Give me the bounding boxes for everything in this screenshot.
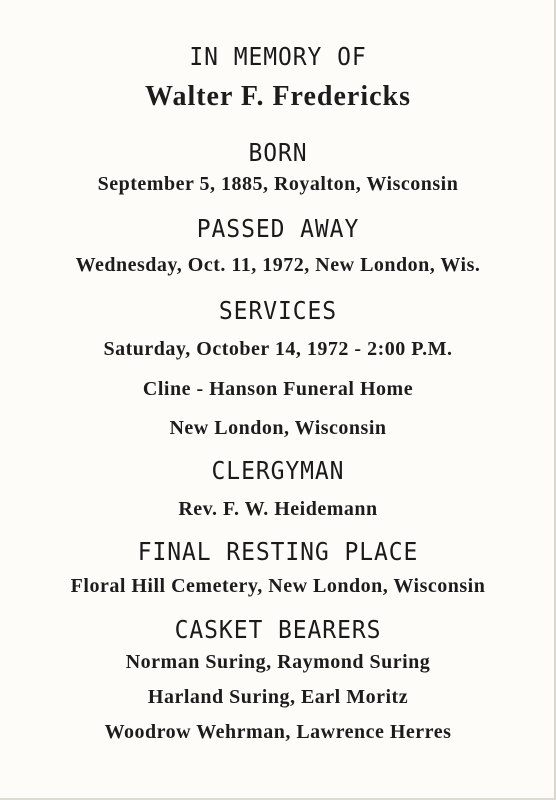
clergy-name: Rev. F. W. Heidemann xyxy=(178,498,378,520)
bearers-heading: CASKET BEARERS xyxy=(174,615,382,644)
services-heading: SERVICES xyxy=(218,296,338,325)
passed-text: Wednesday, Oct. 11, 1972, New London, Wis. xyxy=(75,254,481,276)
born-heading: BORN xyxy=(248,138,308,167)
born-text: September 5, 1885, Royalton, Wisconsin xyxy=(97,173,459,195)
bearers-line: Woodrow Wehrman, Lawrence Herres xyxy=(104,721,452,743)
passed-heading: PASSED AWAY xyxy=(196,214,360,243)
services-city: New London, Wisconsin xyxy=(169,417,387,439)
clergy-heading: CLERGYMAN xyxy=(211,456,345,485)
card-title: IN MEMORY OF xyxy=(189,42,367,71)
deceased-name: Walter F. Fredericks xyxy=(145,81,411,112)
bearers-line: Norman Suring, Raymond Suring xyxy=(125,651,431,673)
bearers-line: Harland Suring, Earl Moritz xyxy=(147,686,409,708)
services-date: Saturday, October 14, 1972 - 2:00 P.M. xyxy=(103,338,453,360)
resting-text: Floral Hill Cemetery, New London, Wisconsin xyxy=(70,575,486,597)
resting-heading: FINAL RESTING PLACE xyxy=(137,537,419,566)
services-place: Cline - Hanson Funeral Home xyxy=(142,378,414,400)
